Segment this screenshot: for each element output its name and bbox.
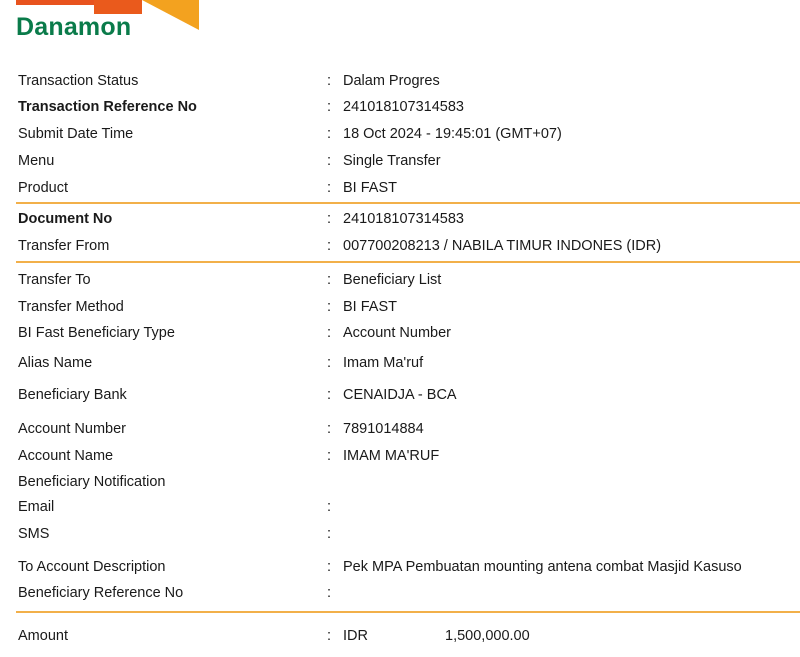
value: Account Number (343, 325, 451, 341)
label: Account Name (18, 448, 114, 464)
label: Menu (18, 153, 55, 169)
value: 7891014884 (343, 421, 424, 437)
value: Imam Ma'ruf (343, 355, 424, 371)
label: Transfer Method (18, 299, 124, 315)
value: BI FAST (343, 299, 397, 315)
colon: : (327, 299, 332, 315)
label: Alias Name (18, 355, 93, 371)
colon: : (327, 559, 332, 575)
colon: : (327, 238, 332, 254)
row-to-account-description (0, 556, 800, 578)
row-transaction-reference (0, 96, 800, 118)
amount-value: 1,500,000.00 (445, 628, 530, 644)
row-transfer-from (0, 235, 800, 257)
section-divider (16, 261, 800, 263)
currency: IDR (343, 628, 368, 644)
row-product (0, 177, 800, 199)
value: 18 Oct 2024 - 19:45:01 (GMT+07) (343, 126, 562, 142)
value: BI FAST (343, 180, 397, 196)
colon: : (327, 325, 332, 341)
logo-wordmark: Danamon (16, 13, 132, 41)
label: Beneficiary Reference No (18, 585, 184, 601)
colon: : (327, 526, 332, 542)
colon: : (327, 499, 332, 515)
label: Submit Date Time (18, 126, 134, 142)
row-bi-fast-beneficiary-type (0, 322, 800, 344)
row-beneficiary-notification (0, 471, 800, 493)
row-submit-date-time (0, 123, 800, 145)
label: Beneficiary Bank (18, 387, 127, 403)
row-beneficiary-reference (0, 582, 800, 604)
label: To Account Description (18, 559, 166, 575)
value: 007700208213 / NABILA TIMUR INDONES (IDR) (343, 238, 662, 254)
value: Single Transfer (343, 153, 441, 169)
colon: : (327, 628, 332, 644)
value: Dalam Progres (343, 73, 440, 89)
row-beneficiary-bank (0, 384, 800, 406)
value: Pek MPA Pembuatan mounting antena combat Masjid Kasuso (343, 559, 742, 575)
colon: : (327, 180, 332, 196)
colon: : (327, 448, 332, 464)
colon: : (327, 99, 332, 115)
colon: : (327, 211, 332, 227)
label: SMS (18, 526, 50, 542)
label: Account Number (18, 421, 126, 437)
colon: : (327, 73, 332, 89)
colon: : (327, 421, 332, 437)
row-amount (0, 625, 800, 647)
value: Beneficiary List (343, 272, 442, 288)
value: CENAIDJA - BCA (343, 387, 457, 403)
label: Transaction Status (18, 73, 139, 89)
section-divider (16, 611, 800, 613)
colon: : (327, 585, 332, 601)
colon: : (327, 355, 332, 371)
row-transaction-status (0, 70, 800, 92)
value: 241018107314583 (343, 99, 464, 115)
value: 241018107314583 (343, 211, 464, 227)
row-alias-name (0, 352, 800, 374)
row-account-name (0, 445, 800, 467)
value: IMAM MA'RUF (343, 448, 440, 464)
colon: : (327, 153, 332, 169)
row-menu (0, 150, 800, 172)
section-divider (16, 202, 800, 204)
label: Transaction Reference No (18, 99, 197, 115)
label: BI Fast Beneficiary Type (18, 325, 175, 341)
row-document-no (0, 208, 800, 230)
label: Transfer From (18, 238, 110, 254)
logo-stripes (16, 0, 199, 14)
label: Beneficiary Notification (18, 474, 166, 490)
label: Amount (18, 628, 68, 644)
colon: : (327, 272, 332, 288)
row-transfer-to (0, 269, 800, 291)
row-account-number (0, 418, 800, 440)
colon: : (327, 126, 332, 142)
row-email (0, 496, 800, 518)
row-transfer-method (0, 296, 800, 318)
label: Product (18, 180, 68, 196)
label: Transfer To (18, 272, 91, 288)
row-sms (0, 523, 800, 545)
label: Document No (18, 211, 113, 227)
label: Email (18, 499, 55, 515)
colon: : (327, 387, 332, 403)
